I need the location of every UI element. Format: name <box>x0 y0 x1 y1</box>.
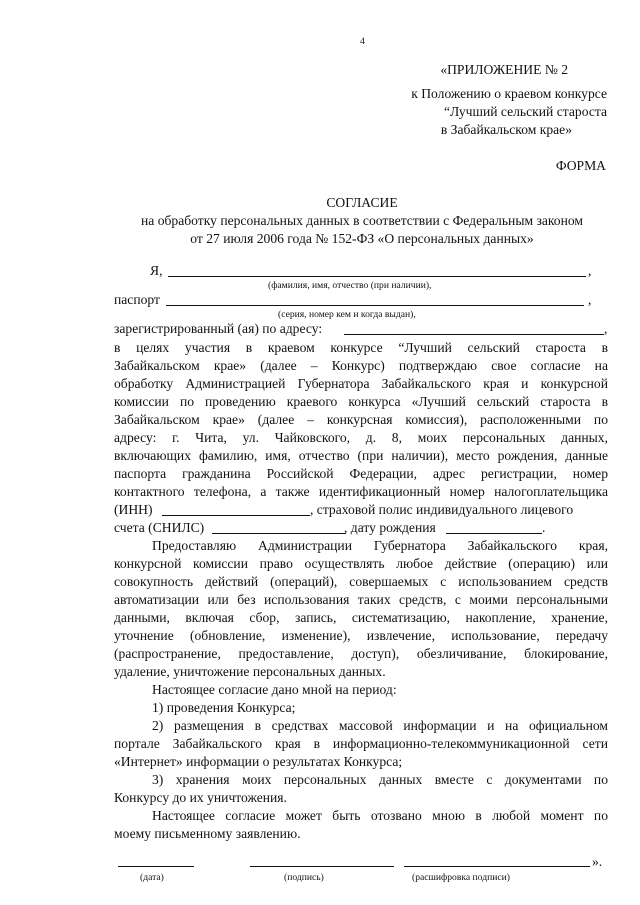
signature-field[interactable] <box>250 866 394 867</box>
full-name-caption: (фамилия, имя, отчество (при наличии), <box>268 280 432 291</box>
date-caption: (дата) <box>140 872 164 883</box>
full-name-end: , <box>588 263 592 278</box>
form-label: ФОРМА <box>555 158 606 173</box>
snils-after: , дату рождения <box>344 520 436 535</box>
passport-end: , <box>588 292 592 307</box>
consent-line-1: в целях участия в краевом конкурсе “Лучший сельский староста в <box>114 340 608 355</box>
consent-line-8: паспорта гражданина Российской Федерации, адрес регистрации, номер <box>114 466 608 481</box>
consent-line-2: Забайкальском крае» (далее – Конкурс) подтверждаю свое согласие на <box>114 358 608 373</box>
revoke-line-1: Настоящее согласие может быть отозвано мною в любой момент по <box>152 808 608 823</box>
consent-line-4: комиссии по проведению краевого конкурса «Лучший сельский староста в <box>114 394 608 409</box>
period-item-2-line-2: портале Забайкальского края в информационно-телекоммуникационной сети <box>114 736 608 751</box>
inn-field[interactable] <box>162 515 310 516</box>
snils-label: счета (СНИЛС) <box>114 520 205 535</box>
consent-line-5: Забайкальском крае» (далее – конкурсная комиссия), расположенными по <box>114 412 608 427</box>
rights-line-5: данными, включая сбор, запись, систематизацию, накопление, хранение, <box>114 610 608 625</box>
period-item-2-line-3: «Интернет» информации о результатах Конкурса; <box>114 754 403 769</box>
inn-after: , страховой полис индивидуального лицевого <box>310 502 574 517</box>
passport-caption: (серия, номер кем и когда выдан), <box>278 309 416 320</box>
period-intro: Настоящее согласие дано мной на период: <box>152 682 397 697</box>
consent-line-3: обработку Администрацией Губернатора Забайкальского края и конкурсной <box>114 376 608 391</box>
signature-decode-field[interactable] <box>404 866 590 867</box>
rights-line-2: конкурсной комиссии право осуществлять любое действие (операцию) или <box>114 556 608 571</box>
period-item-3-line-2: Конкурсу до их уничтожения. <box>114 790 287 805</box>
page-number: 4 <box>360 36 365 47</box>
passport-field[interactable] <box>166 305 584 306</box>
signature-decode-caption: (расшифровка подписи) <box>412 872 510 883</box>
inn-label: (ИНН) <box>114 502 153 517</box>
appendix-line-2: “Лучший сельский староста <box>443 104 607 119</box>
consent-line-9: контактного телефона, а также идентификационный номер налогоплательщика <box>114 484 608 499</box>
document-title: СОГЛАСИЕ <box>326 195 398 210</box>
document-subtitle-1: на обработку персональных данных в соответствии с Федеральным законом <box>141 213 583 228</box>
full-name-field[interactable] <box>168 276 586 277</box>
rights-line-3: совокупность действий (операций), совершаемых с использованием средств <box>114 574 608 589</box>
consent-line-6: адресу: г. Чита, ул. Чайковского, д. 8, моих персональных данных, <box>114 430 608 445</box>
snils-end: . <box>542 520 546 535</box>
rights-line-4: автоматизации или без использования таких средств, с моими персональными <box>114 592 608 607</box>
address-field[interactable] <box>344 334 604 335</box>
passport-label: паспорт <box>114 292 160 307</box>
appendix-title: «ПРИЛОЖЕНИЕ № 2 <box>440 62 568 77</box>
i-label: Я, <box>150 263 163 278</box>
date-field[interactable] <box>118 866 194 867</box>
rights-line-8: удаление, уничтожение персональных данных. <box>114 664 386 679</box>
period-item-2-line-1: 2) размещения в средствах массовой информации и на официальном <box>152 718 608 733</box>
consent-line-7: включающих фамилию, имя, отчество (при наличии), место рождения, данные <box>114 448 608 463</box>
signature-end-mark: ». <box>592 854 603 869</box>
period-item-1: 1) проведения Конкурса; <box>152 700 296 715</box>
snils-field[interactable] <box>212 533 346 534</box>
revoke-line-2: моему письменному заявлению. <box>114 826 301 841</box>
birth-date-field[interactable] <box>446 533 542 534</box>
period-item-3-line-1: 3) хранения моих персональных данных вместе с документами по <box>152 772 608 787</box>
signature-caption: (подпись) <box>284 872 324 883</box>
rights-line-6: уточнение (обновление, изменение), извлечение, использование, передачу <box>114 628 608 643</box>
rights-line-7: (распространение, предоставление, доступ), обезличивание, блокирование, <box>114 646 608 661</box>
rights-line-1: Предоставляю Администрации Губернатора Забайкальского края, <box>152 538 608 553</box>
appendix-line-3: в Забайкальском крае» <box>440 122 572 137</box>
appendix-line-1: к Положению о краевом конкурсе <box>411 86 607 101</box>
address-end: , <box>604 321 608 336</box>
registered-label: зарегистрированный (ая) по адресу: <box>114 321 323 336</box>
document-subtitle-2: от 27 июля 2006 года № 152-ФЗ «О персональных данных» <box>190 231 534 246</box>
